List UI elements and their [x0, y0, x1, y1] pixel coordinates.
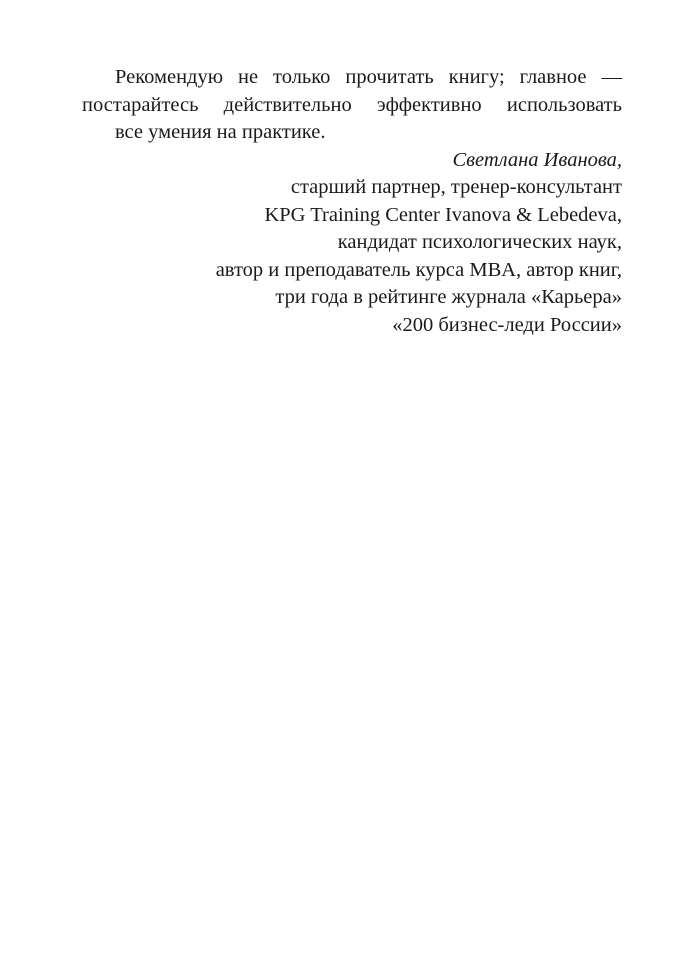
author-signature — [82, 147, 622, 340]
page-content — [82, 64, 622, 339]
author-credential: «200 бизнес-леди России» — [392, 313, 622, 336]
quote-line: постарайтесь действительно эффективно использовать — [82, 93, 622, 116]
author-credential: старший партнер, тренер-консультант — [290, 176, 622, 198]
recommendation-quote — [82, 64, 622, 147]
quote-line: Рекомендую не только прочитать книгу; главное — — [115, 66, 622, 88]
author-name: Светлана Иванова, — [452, 148, 622, 171]
author-credential: три года в рейтинге журнала «Карьера» — [275, 286, 622, 308]
author-credential: кандидат психологических наук, — [337, 231, 622, 253]
author-credential: автор и преподаватель курса MBA, автор книг, — [215, 258, 622, 281]
quote-line: все умения на практике. — [115, 121, 326, 143]
author-credential: KPG Training Center Ivanova & Lebedeva, — [264, 203, 622, 226]
